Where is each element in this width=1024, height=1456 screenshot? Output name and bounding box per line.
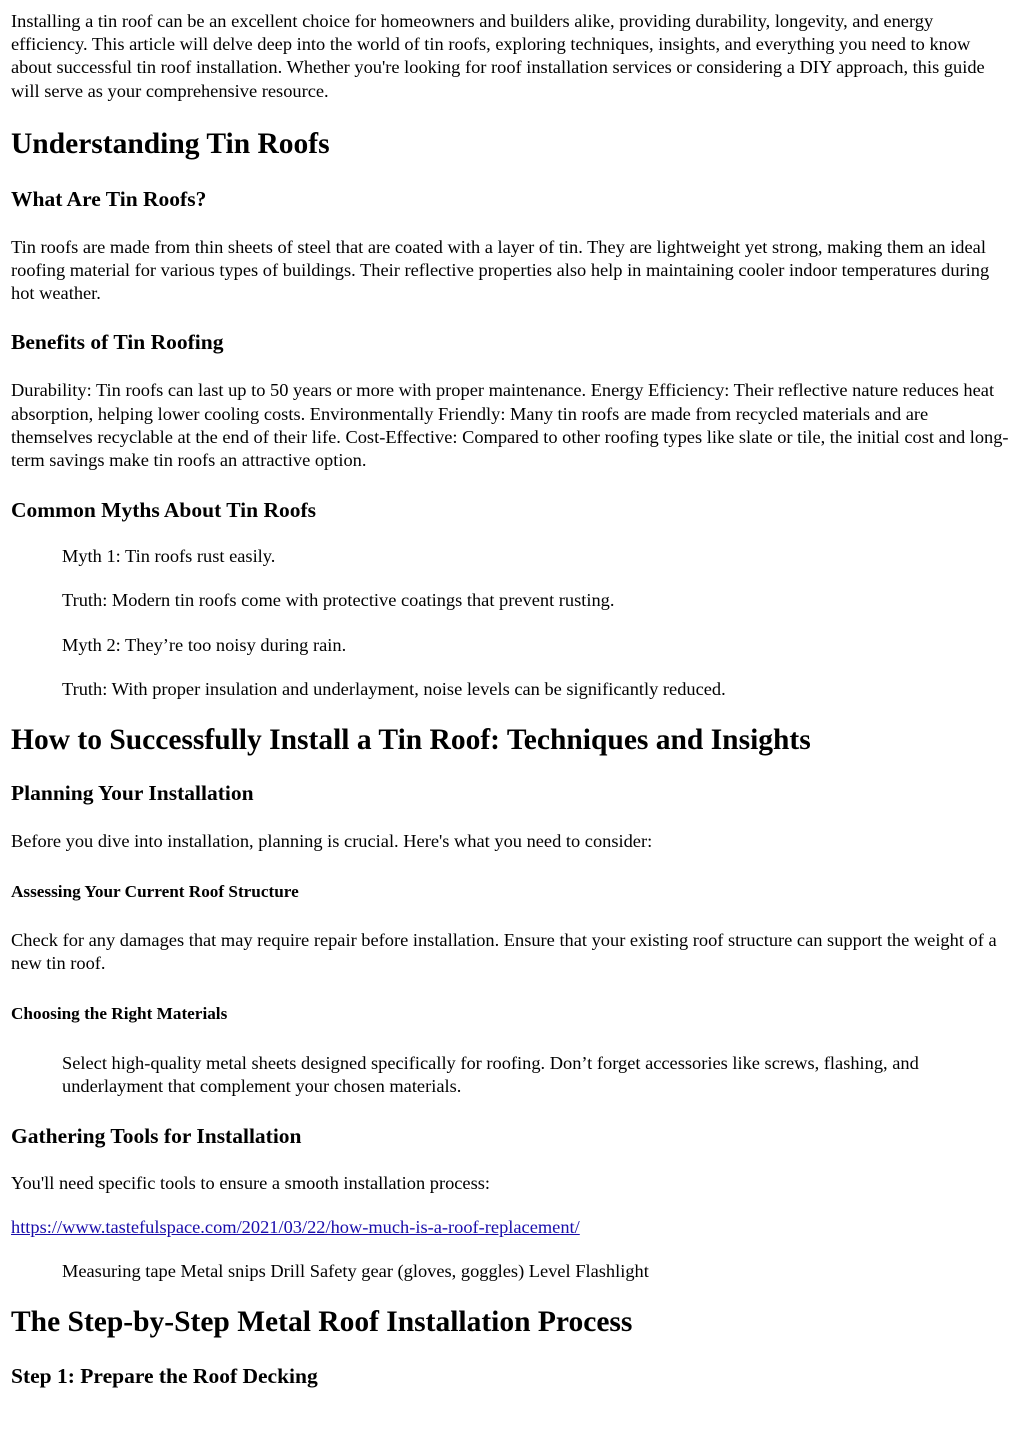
paragraph-materials: Select high-quality metal sheets designed specifically for roofing. Don’t forget accessories like screws, flashing, and underlayment that complement your chosen materials.: [62, 1052, 919, 1096]
paragraph-tools: You'll need specific tools to ensure a smooth installation process:: [11, 1173, 491, 1194]
heading-tools: Gathering Tools for Installation: [11, 1124, 302, 1149]
heading-benefits: Benefits of Tin Roofing: [11, 330, 224, 355]
section-title-how-to-install: How to Successfully Install a Tin Roof: Techniques and Insights: [11, 724, 811, 757]
heading-common-myths: Common Myths About Tin Roofs: [11, 498, 317, 523]
myth-item: Truth: Modern tin roofs come with protective coatings that prevent rusting.: [62, 590, 615, 611]
section-title-understanding: Understanding Tin Roofs: [11, 127, 330, 160]
heading-what-are-tin-roofs: What Are Tin Roofs?: [11, 186, 207, 211]
heading-planning: Planning Your Installation: [11, 781, 254, 806]
heading-step-1: Step 1: Prepare the Roof Decking: [11, 1363, 318, 1388]
link-paragraph: [11, 1216, 1013, 1239]
tools-list: Measuring tape Metal snips Drill Safety gear (gloves, goggles) Level Flashlight: [62, 1261, 649, 1282]
heading-materials: Choosing the Right Materials: [11, 1003, 228, 1023]
article: [0, 10, 1024, 1389]
section-title-step-by-step: The Step-by-Step Metal Roof Installation Process: [11, 1305, 633, 1338]
intro-paragraph: Installing a tin roof can be an excellent choice for homeowners and builders alike, providing durability, longevity, and energy efficiency. This article will delve deep into the world of tin roofs, exploring techniques, insights, and everything you need to know about successful tin roof installation. Whether you're looking for roof installation services or considering a DIY approach, this guide will serve as your comprehensive resource.: [11, 11, 985, 101]
heading-assessing: Assessing Your Current Roof Structure: [11, 882, 299, 902]
myth-item: Truth: With proper insulation and underlayment, noise levels can be significantly reduced.: [62, 678, 726, 699]
roof-replacement-link[interactable]: https://www.tastefulspace.com/2021/03/22/how-much-is-a-roof-replacement/: [11, 1217, 580, 1238]
paragraph-assessing: Check for any damages that may require repair before installation. Ensure that your existing roof structure can support the weight of a new tin roof.: [11, 930, 997, 974]
paragraph-what-are-tin-roofs: Tin roofs are made from thin sheets of steel that are coated with a layer of tin. They are lightweight yet strong, making them an ideal roofing material for various types of buildings. Their reflective properties also help in maintaining cooler indoor temperatures during hot weather.: [11, 236, 990, 304]
myth-item: Myth 2: They’re too noisy during rain.: [62, 634, 347, 655]
myth-item: Myth 1: Tin roofs rust easily.: [62, 546, 276, 567]
paragraph-benefits: Durability: Tin roofs can last up to 50 years or more with proper maintenance. Energy Efficiency: Their reflective nature reduces heat absorption, helping lower cooling costs. Environmentally Friendly: Many tin roofs are made from recycled materials and are themselves recyclable at the end of their life. Cost-Effective: Compared to other roofing types like slate or tile, the initial cost and long-term savings make tin roofs an attractive option.: [11, 380, 1009, 471]
myths-list: [11, 545, 1013, 701]
paragraph-planning: Before you dive into installation, planning is crucial. Here's what you need to consider:: [11, 831, 653, 852]
